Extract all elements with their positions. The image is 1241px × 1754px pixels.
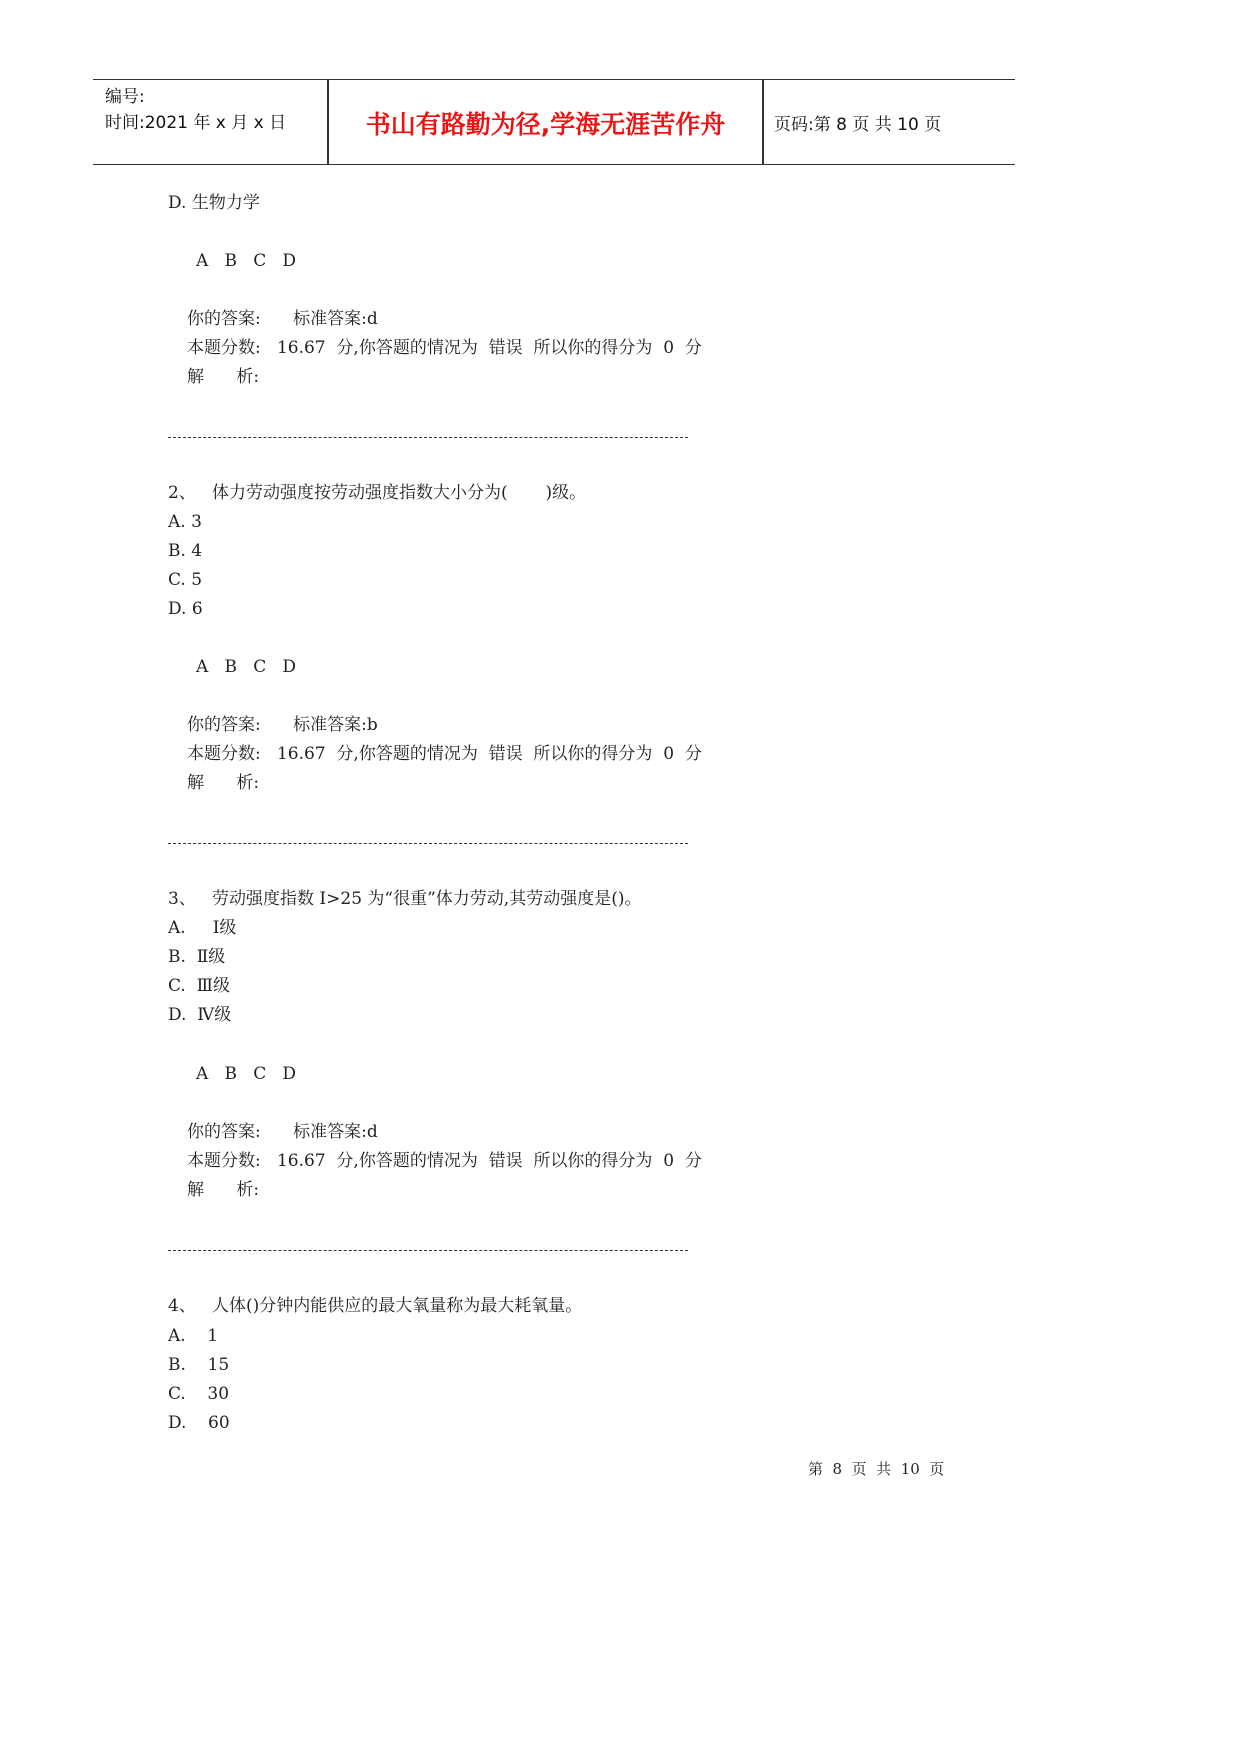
option-item: C. Ⅲ级	[168, 976, 231, 996]
option-item: D. 6	[168, 599, 203, 619]
separator	[168, 1250, 688, 1251]
option-item: C. 5	[168, 570, 203, 590]
question-text: 2、 体力劳动强度按劳动强度指数大小分为( )级。	[168, 483, 587, 503]
header-number: 编号:	[105, 87, 145, 107]
option-item: A. 1	[168, 1326, 219, 1346]
option-item: B. 4	[168, 541, 203, 561]
separator	[168, 843, 688, 844]
option-item: A. 3	[168, 512, 202, 532]
header-motto: 书山有路勤为径,学海无涯苦作舟	[365, 110, 726, 139]
page-header	[93, 79, 1015, 165]
question-text: 4、 人体()分钟内能供应的最大氧量称为最大耗氧量。	[168, 1296, 583, 1316]
option-item: D. 生物力学	[168, 193, 260, 213]
option-item: D. 60	[168, 1413, 230, 1433]
analysis-line: 解 析:	[187, 773, 260, 793]
header-meta	[105, 84, 286, 136]
page-footer: 第 8 页 共 10 页	[808, 1460, 945, 1478]
score-line: 本题分数: 16.67 分,你答题的情况为 错误 所以你的得分为 0 分	[187, 338, 702, 358]
option-item: B. Ⅱ级	[168, 947, 226, 967]
score-line: 本题分数: 16.67 分,你答题的情况为 错误 所以你的得分为 0 分	[187, 744, 702, 764]
header-time: 时间:2021 年 x 月 x 日	[105, 113, 287, 133]
separator	[168, 437, 688, 438]
choice-letters: A B C D	[196, 251, 297, 271]
header-page-info: 页码:第 8 页 共 10 页	[774, 115, 942, 135]
choice-letters: A B C D	[196, 657, 297, 677]
answer-line: 你的答案: 标准答案:b	[187, 715, 378, 735]
analysis-line: 解 析:	[187, 367, 260, 387]
score-line: 本题分数: 16.67 分,你答题的情况为 错误 所以你的得分为 0 分	[187, 1151, 702, 1171]
option-item: A. Ⅰ级	[168, 918, 237, 938]
answer-line: 你的答案: 标准答案:d	[187, 309, 378, 329]
option-item: C. 30	[168, 1384, 230, 1404]
analysis-line: 解 析:	[187, 1180, 260, 1200]
answer-line: 你的答案: 标准答案:d	[187, 1122, 378, 1142]
choice-letters: A B C D	[196, 1064, 297, 1084]
option-item: D. Ⅳ级	[168, 1005, 232, 1025]
question-text: 3、 劳动强度指数 I>25 为“很重”体力劳动,其劳动强度是()。	[168, 889, 642, 909]
option-item: B. 15	[168, 1355, 230, 1375]
